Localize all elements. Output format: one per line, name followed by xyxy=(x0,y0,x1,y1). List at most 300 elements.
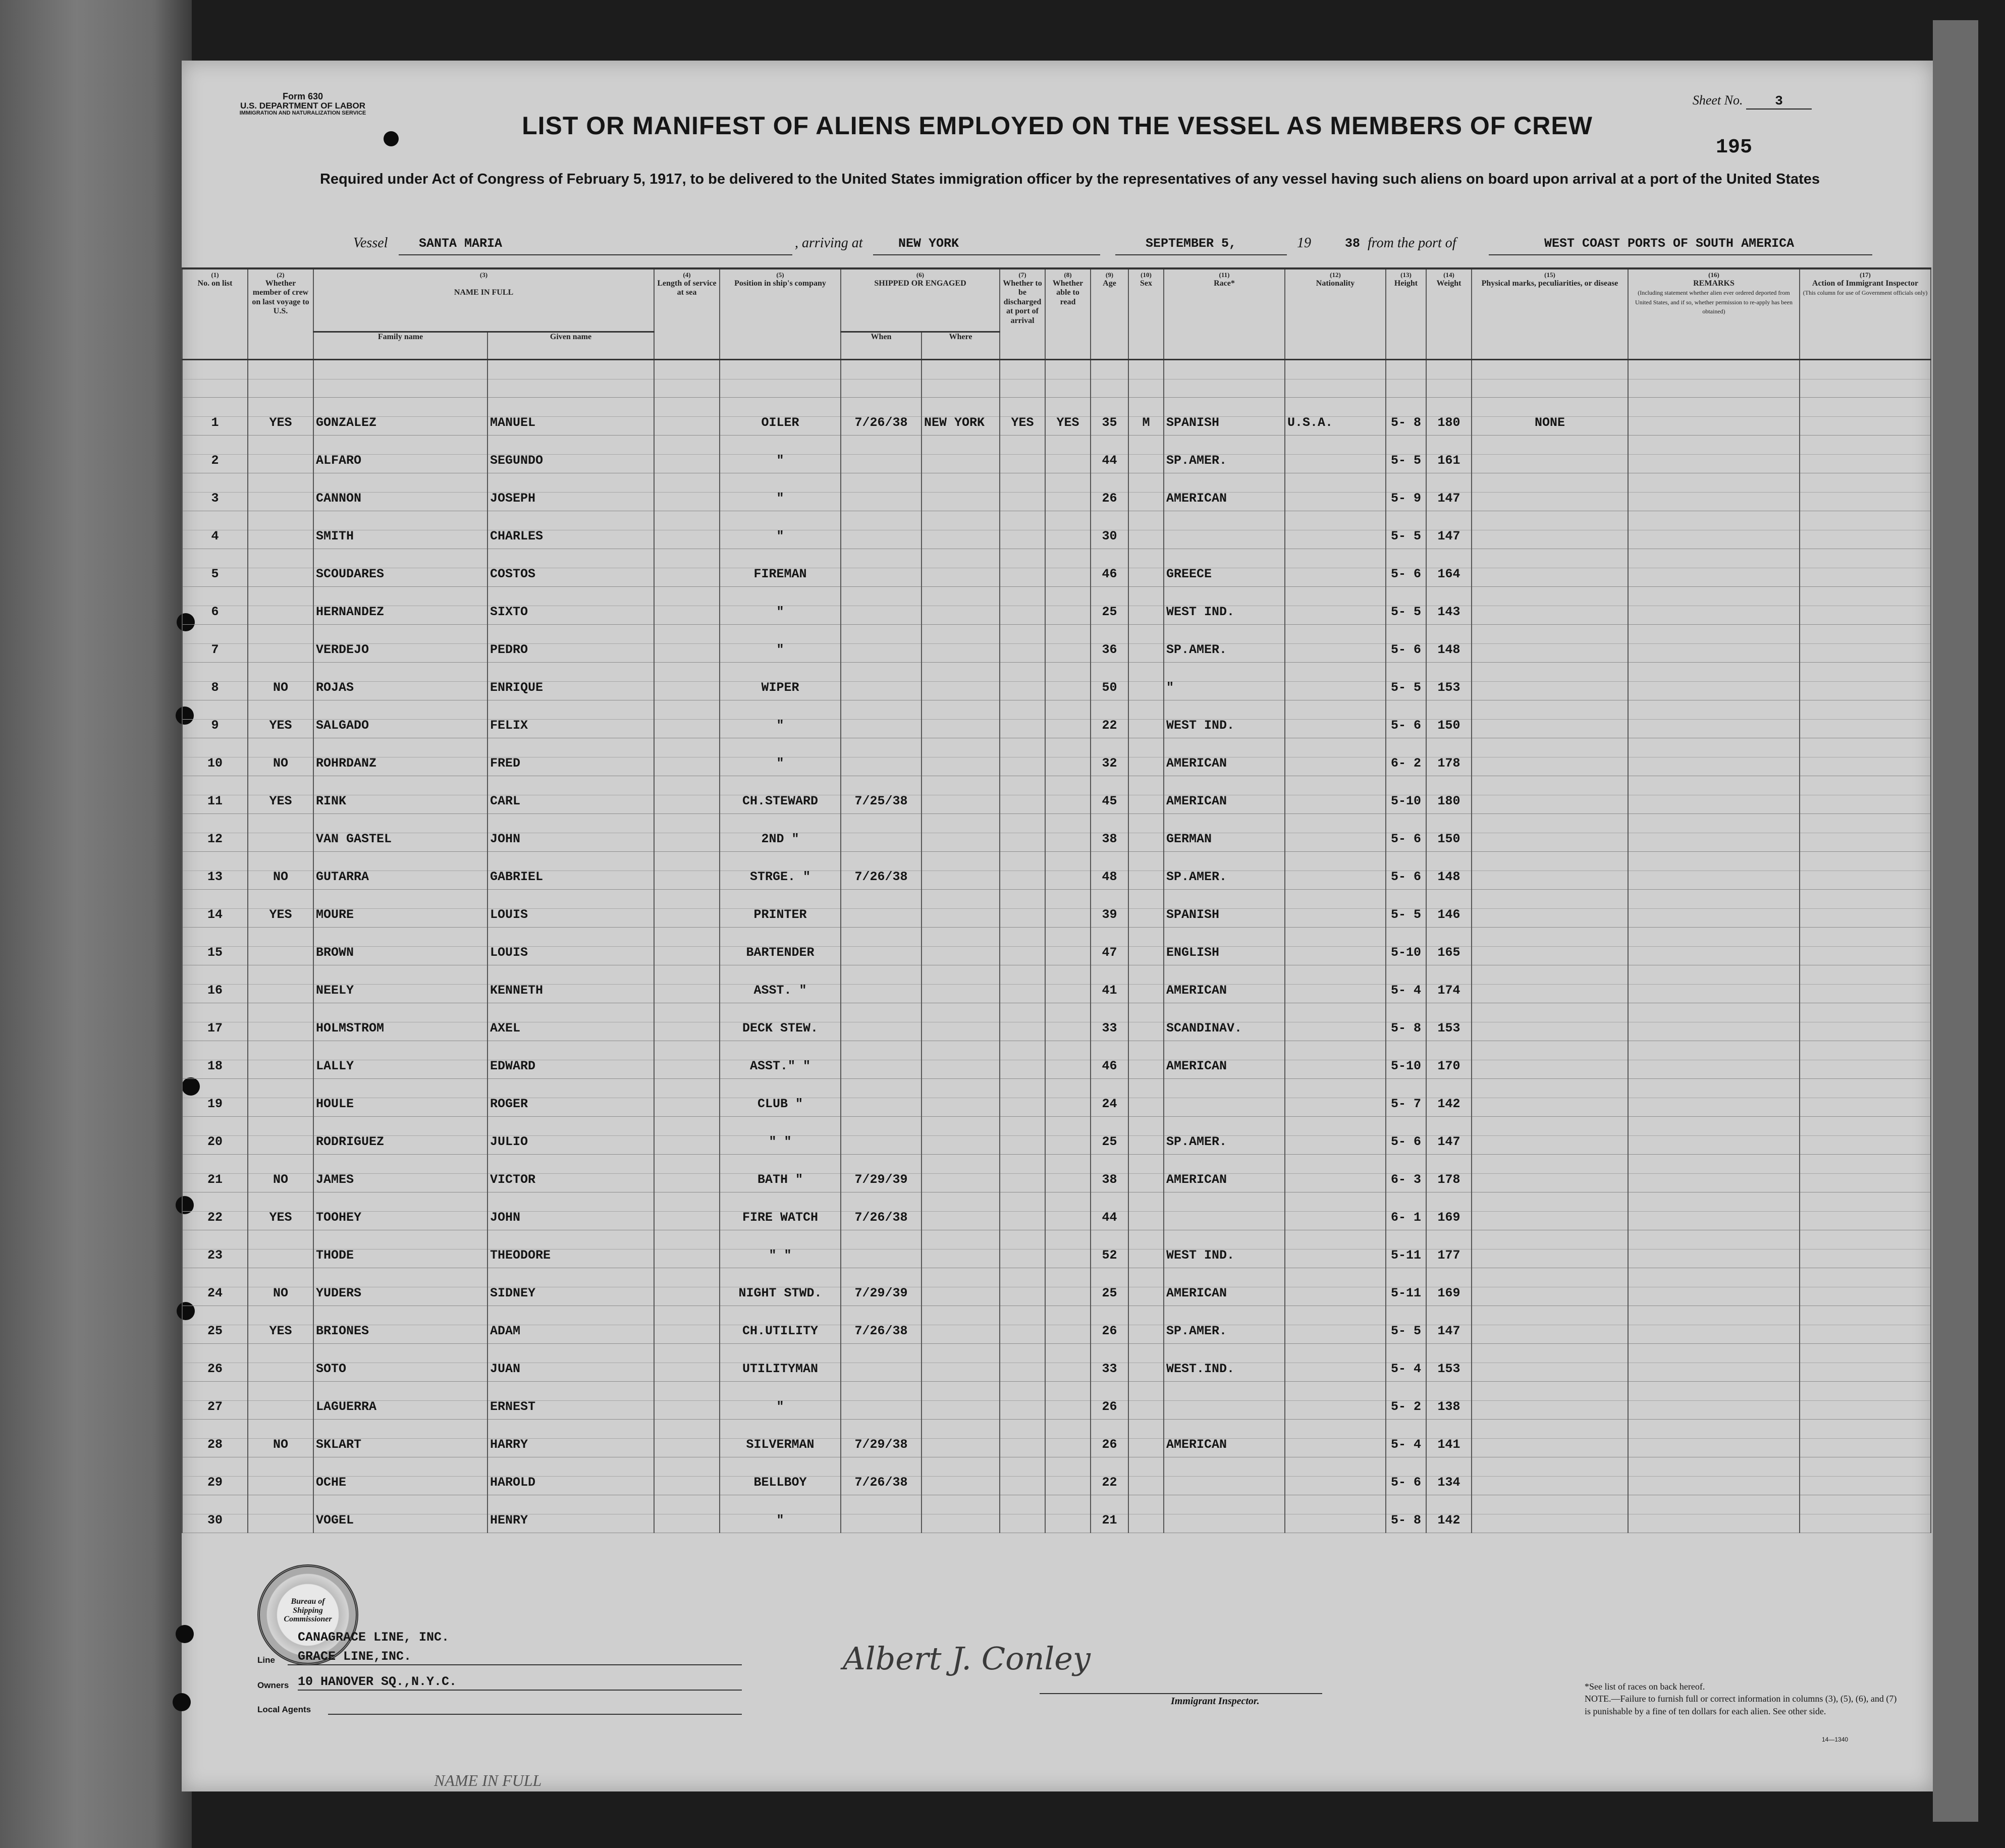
physical-marks-cell xyxy=(1472,435,1628,473)
table-row xyxy=(182,738,1931,776)
shipped-where-cell xyxy=(922,1116,1000,1154)
col-given-name-header: Given name xyxy=(487,332,654,359)
family-name-cell: HOULE xyxy=(313,1078,487,1116)
discharge-cell xyxy=(1000,1192,1045,1230)
row-number-cell: 7 xyxy=(182,624,248,662)
nationality-cell xyxy=(1285,662,1386,700)
length-of-service-cell xyxy=(654,624,720,662)
length-of-service-cell xyxy=(654,473,720,511)
able-to-read-cell xyxy=(1045,1268,1091,1306)
from-port-label: from the port of xyxy=(1368,235,1456,251)
length-of-service-cell xyxy=(654,738,720,776)
height-cell: 5- 6 xyxy=(1386,851,1426,889)
row-number-cell: 27 xyxy=(182,1381,248,1419)
weight-cell: 174 xyxy=(1426,965,1472,1003)
race-cell xyxy=(1164,1381,1285,1419)
able-to-read-cell xyxy=(1045,1116,1091,1154)
age-cell: 47 xyxy=(1091,927,1128,965)
nationality-cell xyxy=(1285,1003,1386,1041)
punch-hole xyxy=(173,1693,191,1711)
manifest-rows xyxy=(182,359,1931,1533)
col-where-header: Where xyxy=(922,332,1000,359)
age-cell: 38 xyxy=(1091,1154,1128,1192)
owners-underline xyxy=(298,1690,742,1691)
race-cell: " xyxy=(1164,662,1285,700)
able-to-read-cell xyxy=(1045,1343,1091,1381)
race-cell: AMERICAN xyxy=(1164,1154,1285,1192)
weight-cell: 153 xyxy=(1426,1343,1472,1381)
length-of-service-cell xyxy=(654,511,720,549)
shipped-where-cell xyxy=(922,1268,1000,1306)
row-number-cell: 6 xyxy=(182,586,248,624)
given-name-cell: SIXTO xyxy=(487,586,654,624)
race-cell: AMERICAN xyxy=(1164,1041,1285,1078)
inspector-action-cell xyxy=(1800,1116,1931,1154)
manifest-table xyxy=(182,267,1931,1533)
position-cell: " xyxy=(720,473,841,511)
document-subtitle: Required under Act of Congress of February 5, 1917, to be delivered to the United States immigration officer by the representatives of any vessel having such aliens on board upon arrival at a port of the United States xyxy=(319,171,1820,187)
length-of-service-cell xyxy=(654,1078,720,1116)
inspector-action-cell xyxy=(1800,1154,1931,1192)
discharge-cell xyxy=(1000,1457,1045,1495)
race-cell: SPANISH xyxy=(1164,397,1285,435)
remarks-cell xyxy=(1628,586,1800,624)
discharge-cell xyxy=(1000,1306,1045,1343)
sex-cell xyxy=(1128,473,1164,511)
length-of-service-cell xyxy=(654,1419,720,1457)
shipped-when-cell xyxy=(841,927,922,965)
signature-line xyxy=(1040,1693,1322,1694)
form-code: 14—1340 xyxy=(1822,1736,1849,1743)
position-cell: BARTENDER xyxy=(720,927,841,965)
discharge-cell xyxy=(1000,586,1045,624)
able-to-read-cell xyxy=(1045,586,1091,624)
race-cell: ENGLISH xyxy=(1164,927,1285,965)
remarks-cell xyxy=(1628,813,1800,851)
sex-cell: M xyxy=(1128,397,1164,435)
length-of-service-cell xyxy=(654,1230,720,1268)
shipped-where-cell xyxy=(922,889,1000,927)
physical-marks-cell xyxy=(1472,738,1628,776)
able-to-read-cell xyxy=(1045,1457,1091,1495)
given-name-cell: GABRIEL xyxy=(487,851,654,889)
inspector-action-cell xyxy=(1800,1457,1931,1495)
form-number: Form 630 xyxy=(282,91,323,101)
inspector-action-cell xyxy=(1800,1268,1931,1306)
sex-cell xyxy=(1128,1268,1164,1306)
table-row xyxy=(182,927,1931,965)
physical-marks-cell xyxy=(1472,1041,1628,1078)
table-row xyxy=(182,1495,1931,1533)
shipped-when-cell xyxy=(841,889,922,927)
year-label: 19 xyxy=(1297,235,1311,251)
last-voyage-cell xyxy=(248,1457,313,1495)
inspector-action-cell xyxy=(1800,662,1931,700)
shipped-where-cell xyxy=(922,738,1000,776)
col-sex-header: (10) Sex xyxy=(1128,268,1164,359)
arrival-year: 38 xyxy=(1345,236,1361,251)
given-name-cell: COSTOS xyxy=(487,549,654,586)
family-name-cell: SALGADO xyxy=(313,700,487,738)
position-cell: DECK STEW. xyxy=(720,1003,841,1041)
table-row xyxy=(182,1343,1931,1381)
given-name-cell: CHARLES xyxy=(487,511,654,549)
row-number-cell: 25 xyxy=(182,1306,248,1343)
sex-cell xyxy=(1128,1419,1164,1457)
arriving-port: NEW YORK xyxy=(898,236,959,251)
sex-cell xyxy=(1128,1078,1164,1116)
physical-marks-cell xyxy=(1472,889,1628,927)
age-cell: 32 xyxy=(1091,738,1128,776)
able-to-read-cell xyxy=(1045,1078,1091,1116)
discharge-cell: YES xyxy=(1000,397,1045,435)
row-number-cell: 17 xyxy=(182,1003,248,1041)
weight-cell: 147 xyxy=(1426,511,1472,549)
table-row xyxy=(182,1419,1931,1457)
weight-cell: 146 xyxy=(1426,889,1472,927)
shipped-when-cell xyxy=(841,1003,922,1041)
nationality-cell xyxy=(1285,851,1386,889)
inspector-action-cell xyxy=(1800,1419,1931,1457)
discharge-cell xyxy=(1000,1116,1045,1154)
sex-cell xyxy=(1128,927,1164,965)
length-of-service-cell xyxy=(654,435,720,473)
nationality-cell xyxy=(1285,1268,1386,1306)
table-row xyxy=(182,1003,1931,1041)
height-cell: 5- 6 xyxy=(1386,700,1426,738)
shipped-where-cell xyxy=(922,1154,1000,1192)
age-cell: 24 xyxy=(1091,1078,1128,1116)
race-cell: SP.AMER. xyxy=(1164,435,1285,473)
agents-underline xyxy=(328,1714,742,1715)
given-name-cell: ADAM xyxy=(487,1306,654,1343)
weight-cell: 142 xyxy=(1426,1495,1472,1533)
able-to-read-cell xyxy=(1045,1003,1091,1041)
able-to-read-cell xyxy=(1045,1381,1091,1419)
physical-marks-cell xyxy=(1472,1343,1628,1381)
race-cell: SP.AMER. xyxy=(1164,851,1285,889)
given-name-cell: HARRY xyxy=(487,1419,654,1457)
age-cell: 44 xyxy=(1091,435,1128,473)
remarks-cell xyxy=(1628,927,1800,965)
table-row xyxy=(182,511,1931,549)
age-cell: 26 xyxy=(1091,1306,1128,1343)
age-cell: 46 xyxy=(1091,1041,1128,1078)
row-number-cell: 2 xyxy=(182,435,248,473)
table-row xyxy=(182,1041,1931,1078)
remarks-cell xyxy=(1628,624,1800,662)
col-position-header: (5) Position in ship's company xyxy=(720,268,841,359)
discharge-cell xyxy=(1000,1343,1045,1381)
shipped-when-cell xyxy=(841,549,922,586)
able-to-read-cell xyxy=(1045,1495,1091,1533)
family-name-cell: SKLART xyxy=(313,1419,487,1457)
physical-marks-cell xyxy=(1472,1495,1628,1533)
last-voyage-cell xyxy=(248,1041,313,1078)
line-value: GRACE LINE,INC. xyxy=(298,1649,412,1664)
physical-marks-cell xyxy=(1472,1154,1628,1192)
inspector-action-cell xyxy=(1800,473,1931,511)
table-row xyxy=(182,813,1931,851)
length-of-service-cell xyxy=(654,397,720,435)
row-number-cell: 13 xyxy=(182,851,248,889)
row-number-cell: 15 xyxy=(182,927,248,965)
given-name-cell: ENRIQUE xyxy=(487,662,654,700)
sex-cell xyxy=(1128,1116,1164,1154)
last-voyage-cell xyxy=(248,813,313,851)
arriving-label: , arriving at xyxy=(795,235,863,251)
family-name-cell: YUDERS xyxy=(313,1268,487,1306)
table-row xyxy=(182,1154,1931,1192)
discharge-cell xyxy=(1000,662,1045,700)
footnote xyxy=(1585,1680,1898,1717)
given-name-cell: SIDNEY xyxy=(487,1268,654,1306)
sex-cell xyxy=(1128,851,1164,889)
position-cell: CH.STEWARD xyxy=(720,776,841,813)
physical-marks-cell xyxy=(1472,1003,1628,1041)
table-row xyxy=(182,851,1931,889)
shipped-when-cell xyxy=(841,1041,922,1078)
physical-marks-cell xyxy=(1472,1230,1628,1268)
length-of-service-cell xyxy=(654,1268,720,1306)
last-voyage-cell: YES xyxy=(248,1192,313,1230)
able-to-read-cell xyxy=(1045,473,1091,511)
shipped-where-cell xyxy=(922,586,1000,624)
shipped-where-cell xyxy=(922,1041,1000,1078)
weight-cell: 153 xyxy=(1426,662,1472,700)
height-cell: 5- 5 xyxy=(1386,435,1426,473)
family-name-cell: BRIONES xyxy=(313,1306,487,1343)
physical-marks-cell xyxy=(1472,700,1628,738)
from-port-underline xyxy=(1489,254,1872,255)
manifest-sheet xyxy=(182,61,1933,1791)
position-cell: " " xyxy=(720,1116,841,1154)
shipped-when-cell xyxy=(841,586,922,624)
shipped-where-cell xyxy=(922,813,1000,851)
position-cell: CH.UTILITY xyxy=(720,1306,841,1343)
discharge-cell xyxy=(1000,813,1045,851)
weight-cell: 180 xyxy=(1426,397,1472,435)
vessel-underline xyxy=(399,254,792,255)
position-cell: ASST. " xyxy=(720,965,841,1003)
physical-marks-cell xyxy=(1472,624,1628,662)
race-cell: SP.AMER. xyxy=(1164,1116,1285,1154)
position-cell: CLUB " xyxy=(720,1078,841,1116)
weight-cell: 161 xyxy=(1426,435,1472,473)
table-row xyxy=(182,586,1931,624)
physical-marks-cell xyxy=(1472,927,1628,965)
sex-cell xyxy=(1128,435,1164,473)
last-voyage-cell xyxy=(248,1003,313,1041)
inspector-action-cell xyxy=(1800,1192,1931,1230)
col-last-voyage-header: (2) Whether member of crew on last voyage to U.S. xyxy=(248,268,313,359)
physical-marks-cell xyxy=(1472,1457,1628,1495)
shipped-when-cell xyxy=(841,1495,922,1533)
physical-marks-cell xyxy=(1472,965,1628,1003)
weight-cell: 150 xyxy=(1426,813,1472,851)
height-cell: 5- 4 xyxy=(1386,1343,1426,1381)
inspector-action-cell xyxy=(1800,511,1931,549)
remarks-cell xyxy=(1628,435,1800,473)
shipped-when-cell: 7/29/39 xyxy=(841,1268,922,1306)
height-cell: 5-11 xyxy=(1386,1268,1426,1306)
height-cell: 5- 8 xyxy=(1386,1003,1426,1041)
inspector-action-cell xyxy=(1800,1041,1931,1078)
age-cell: 25 xyxy=(1091,1116,1128,1154)
table-row xyxy=(182,549,1931,586)
discharge-cell xyxy=(1000,1268,1045,1306)
length-of-service-cell xyxy=(654,662,720,700)
length-of-service-cell xyxy=(654,1116,720,1154)
vessel-name: SANTA MARIA xyxy=(419,236,503,251)
row-number-cell: 8 xyxy=(182,662,248,700)
height-cell: 5- 2 xyxy=(1386,1381,1426,1419)
shipped-when-cell xyxy=(841,473,922,511)
shipped-when-cell xyxy=(841,700,922,738)
age-cell: 22 xyxy=(1091,1457,1128,1495)
length-of-service-cell xyxy=(654,1154,720,1192)
table-row xyxy=(182,473,1931,511)
age-cell: 30 xyxy=(1091,511,1128,549)
weight-cell: 165 xyxy=(1426,927,1472,965)
row-number-cell: 30 xyxy=(182,1495,248,1533)
remarks-cell xyxy=(1628,662,1800,700)
family-name-cell: CANNON xyxy=(313,473,487,511)
line-label: Line xyxy=(257,1655,275,1665)
line-underline xyxy=(288,1664,742,1665)
last-voyage-cell: YES xyxy=(248,1306,313,1343)
remarks-cell xyxy=(1628,1116,1800,1154)
last-voyage-cell xyxy=(248,435,313,473)
family-name-cell: THODE xyxy=(313,1230,487,1268)
inspector-action-cell xyxy=(1800,813,1931,851)
height-cell: 5- 7 xyxy=(1386,1078,1426,1116)
age-cell: 52 xyxy=(1091,1230,1128,1268)
weight-cell: 148 xyxy=(1426,624,1472,662)
arrival-date: SEPTEMBER 5, xyxy=(1146,236,1237,251)
family-name-cell: SCOUDARES xyxy=(313,549,487,586)
age-cell: 25 xyxy=(1091,586,1128,624)
shipped-when-cell xyxy=(841,1343,922,1381)
length-of-service-cell xyxy=(654,1192,720,1230)
remarks-cell xyxy=(1628,1457,1800,1495)
vessel-label: Vessel xyxy=(353,235,388,251)
remarks-cell xyxy=(1628,851,1800,889)
given-name-cell: LOUIS xyxy=(487,927,654,965)
sex-cell xyxy=(1128,1154,1164,1192)
inspector-action-cell xyxy=(1800,624,1931,662)
race-cell xyxy=(1164,511,1285,549)
nationality-cell xyxy=(1285,927,1386,965)
last-voyage-cell xyxy=(248,1230,313,1268)
last-voyage-cell: NO xyxy=(248,662,313,700)
position-cell: BELLBOY xyxy=(720,1457,841,1495)
given-name-cell: HENRY xyxy=(487,1495,654,1533)
table-row xyxy=(182,776,1931,813)
shipped-where-cell xyxy=(922,1343,1000,1381)
given-name-cell: ERNEST xyxy=(487,1381,654,1419)
height-cell: 5- 6 xyxy=(1386,1457,1426,1495)
weight-cell: 169 xyxy=(1426,1192,1472,1230)
remarks-cell xyxy=(1628,1381,1800,1419)
remarks-cell xyxy=(1628,965,1800,1003)
given-name-cell: VICTOR xyxy=(487,1154,654,1192)
position-cell: NIGHT STWD. xyxy=(720,1268,841,1306)
given-name-cell: SEGUNDO xyxy=(487,435,654,473)
position-cell: " xyxy=(720,511,841,549)
shipped-when-cell: 7/26/38 xyxy=(841,1192,922,1230)
given-name-cell: ROGER xyxy=(487,1078,654,1116)
last-voyage-cell xyxy=(248,1381,313,1419)
row-number-cell: 1 xyxy=(182,397,248,435)
discharge-cell xyxy=(1000,889,1045,927)
given-name-cell: JOHN xyxy=(487,813,654,851)
race-cell: SP.AMER. xyxy=(1164,624,1285,662)
height-cell: 5- 6 xyxy=(1386,624,1426,662)
race-cell: WEST IND. xyxy=(1164,586,1285,624)
row-number-cell: 12 xyxy=(182,813,248,851)
remarks-cell xyxy=(1628,1154,1800,1192)
physical-marks-cell xyxy=(1472,662,1628,700)
shipped-where-cell xyxy=(922,624,1000,662)
shipped-where-cell xyxy=(922,473,1000,511)
inspector-action-cell xyxy=(1800,738,1931,776)
row-number-cell: 26 xyxy=(182,1343,248,1381)
nationality-cell xyxy=(1285,1041,1386,1078)
weight-cell: 153 xyxy=(1426,1003,1472,1041)
table-row xyxy=(182,889,1931,927)
weight-cell: 148 xyxy=(1426,851,1472,889)
shipped-when-cell: 7/26/38 xyxy=(841,1306,922,1343)
shipped-when-cell: 7/29/39 xyxy=(841,1154,922,1192)
weight-cell: 177 xyxy=(1426,1230,1472,1268)
length-of-service-cell xyxy=(654,889,720,927)
owners-value: 10 HANOVER SQ.,N.Y.C. xyxy=(298,1674,457,1689)
sex-cell xyxy=(1128,700,1164,738)
race-cell xyxy=(1164,1495,1285,1533)
last-voyage-cell: NO xyxy=(248,1268,313,1306)
physical-marks-cell xyxy=(1472,776,1628,813)
sex-cell xyxy=(1128,965,1164,1003)
shipped-where-cell xyxy=(922,1230,1000,1268)
able-to-read-cell xyxy=(1045,927,1091,965)
remarks-cell xyxy=(1628,1192,1800,1230)
family-name-cell: TOOHEY xyxy=(313,1192,487,1230)
height-cell: 5-11 xyxy=(1386,1230,1426,1268)
manifest-table-wrapper xyxy=(182,267,1933,1533)
height-cell: 5- 4 xyxy=(1386,965,1426,1003)
height-cell: 5- 8 xyxy=(1386,397,1426,435)
sex-cell xyxy=(1128,889,1164,927)
inspector-label: Immigrant Inspector. xyxy=(1171,1696,1260,1707)
nationality-cell xyxy=(1285,1154,1386,1192)
inspector-action-cell xyxy=(1800,397,1931,435)
physical-marks-cell xyxy=(1472,1192,1628,1230)
height-cell: 5- 5 xyxy=(1386,662,1426,700)
shipped-where-cell xyxy=(922,1419,1000,1457)
handwritten-note: NAME IN FULL xyxy=(434,1771,542,1789)
row-number-cell: 16 xyxy=(182,965,248,1003)
row-number-cell: 24 xyxy=(182,1268,248,1306)
row-number-cell: 23 xyxy=(182,1230,248,1268)
table-row xyxy=(182,1230,1931,1268)
family-name-cell: MOURE xyxy=(313,889,487,927)
height-cell: 5- 5 xyxy=(1386,889,1426,927)
sex-cell xyxy=(1128,549,1164,586)
col-service-header: (4) Length of service at sea xyxy=(654,268,720,359)
race-cell: GREECE xyxy=(1164,549,1285,586)
sheet-number-value: 3 xyxy=(1746,93,1812,110)
